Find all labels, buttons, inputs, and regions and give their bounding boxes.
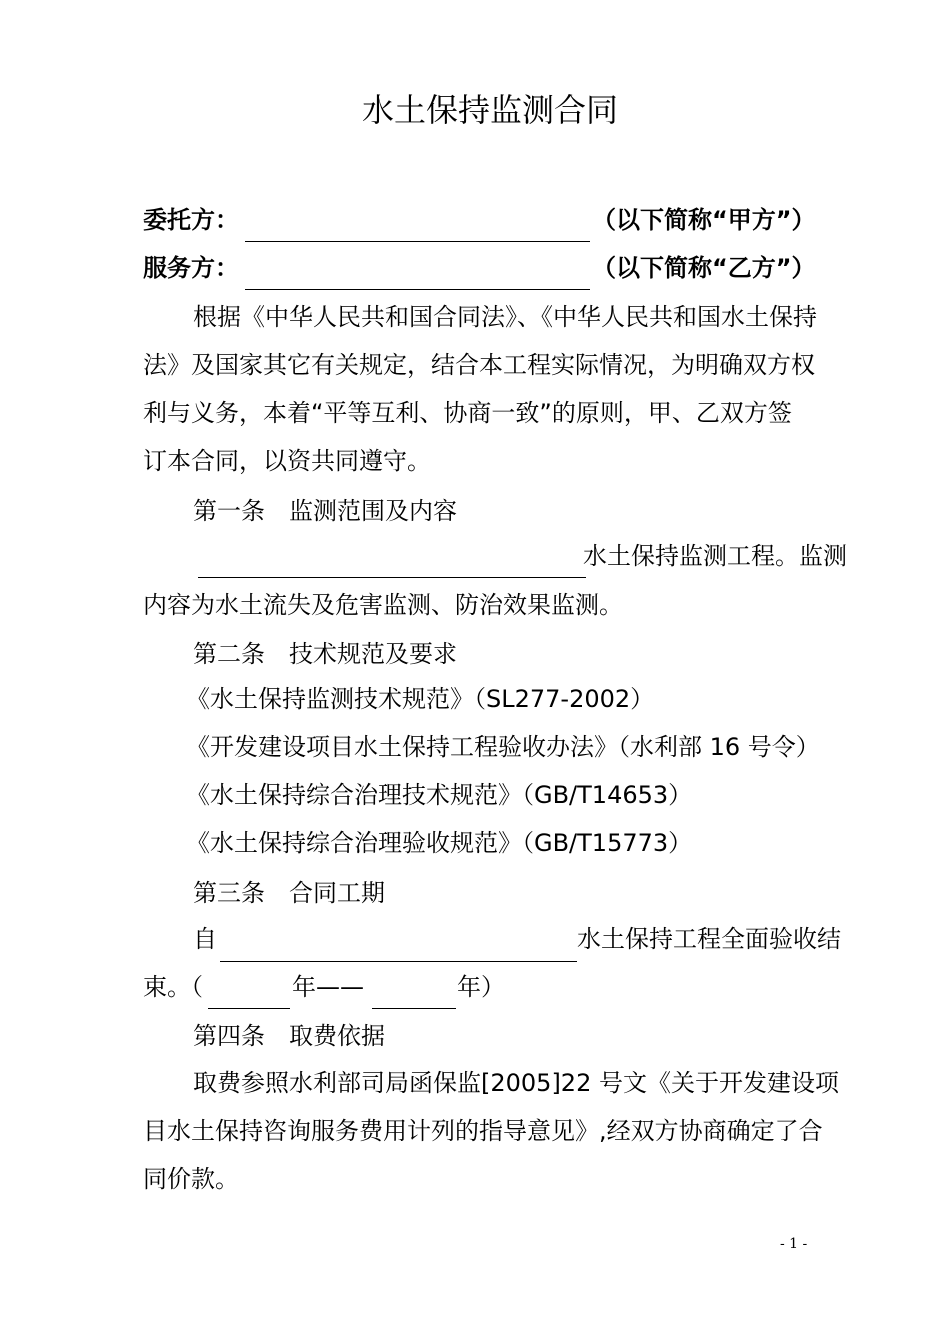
page-title: 水土保持监测合同 bbox=[361, 91, 618, 129]
article3-line2-suffix: 年） bbox=[457, 973, 505, 1001]
service-name-blank[interactable] bbox=[245, 289, 590, 290]
client-name-blank[interactable] bbox=[245, 241, 590, 242]
standard-item-1: 《水土保持监测技术规范》（SL277-2002） bbox=[186, 685, 655, 713]
article3-start-blank[interactable] bbox=[220, 961, 577, 962]
start-year-blank[interactable] bbox=[208, 1008, 290, 1009]
article3-line2-prefix: 束。（ bbox=[143, 973, 203, 1001]
article1-heading: 第一条 监测范围及内容 bbox=[193, 497, 457, 525]
service-label: 服务方： bbox=[143, 254, 239, 282]
article4-line-3: 同价款。 bbox=[143, 1165, 239, 1193]
intro-line-4: 订本合同，以资共同遵守。 bbox=[143, 447, 431, 475]
article3-heading: 第三条 合同工期 bbox=[193, 879, 385, 907]
article1-line1: 水土保持监测工程。监测 bbox=[583, 542, 847, 570]
article1-line2: 内容为水土流失及危害监测、防治效果监测。 bbox=[143, 591, 623, 619]
intro-line-1: 根据《中华人民共和国合同法》、《中华人民共和国水土保持 bbox=[193, 303, 817, 331]
standard-item-4: 《水土保持综合治理验收规范》（GB/T15773） bbox=[186, 829, 693, 857]
article4-line-2: 目水土保持咨询服务费用计列的指导意见》,经双方协商确定了合 bbox=[143, 1117, 823, 1145]
client-label: 委托方： bbox=[143, 206, 239, 234]
intro-line-2: 法》及国家其它有关规定，结合本工程实际情况，为明确双方权 bbox=[143, 351, 815, 379]
article2-heading: 第二条 技术规范及要求 bbox=[193, 640, 457, 668]
article4-heading: 第四条 取费依据 bbox=[193, 1022, 385, 1050]
article1-project-blank[interactable] bbox=[198, 577, 586, 578]
article3-line1: 水土保持工程全面验收结 bbox=[577, 925, 841, 953]
article4-line-1: 取费参照水利部司局函保监[2005]22 号文《关于开发建设项 bbox=[193, 1069, 839, 1097]
article3-line2-mid: 年—— bbox=[292, 973, 364, 1001]
service-suffix: （以下简称“乙方”） bbox=[592, 254, 816, 282]
standard-item-2: 《开发建设项目水土保持工程验收办法》（水利部 16 号令） bbox=[186, 733, 820, 761]
article3-from: 自 bbox=[193, 925, 217, 953]
intro-line-3: 利与义务，本着“平等互利、协商一致”的原则，甲、乙双方签 bbox=[143, 399, 792, 427]
page-number: - 1 - bbox=[780, 1236, 808, 1252]
standard-item-3: 《水土保持综合治理技术规范》（GB/T14653） bbox=[186, 781, 693, 809]
client-suffix: （以下简称“甲方”） bbox=[592, 206, 816, 234]
end-year-blank[interactable] bbox=[372, 1008, 456, 1009]
